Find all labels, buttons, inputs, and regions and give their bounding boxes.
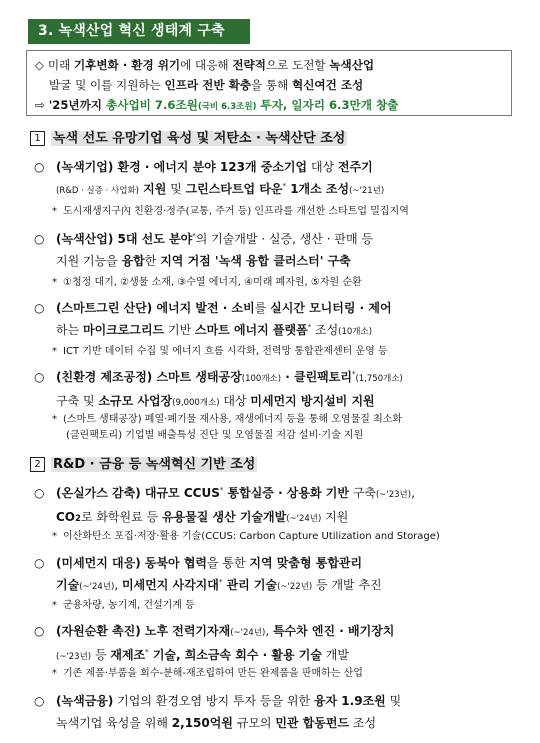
summary-line-3: ⇨ '25년까지 총사업비 7.6조원(국비 6.3조원) 투자, 일자리 6.3만개 창출 xyxy=(35,98,399,112)
footnote: * 도시재생지구內 친환경·정주(교통, 주거 등) 인프라를 개선한 스타트업 밀집지역 xyxy=(52,206,409,217)
footnote: (클린팩토리) 기업별 배출특성 진단 및 오염물질 저감 설비·기술 지원 xyxy=(66,430,364,441)
page-title: 3. 녹색산업 혁신 생태계 구축 xyxy=(28,19,250,44)
bullet-icon: ○ xyxy=(34,694,45,708)
footnote: * 군용차량, 농기계, 건설기계 등 xyxy=(52,600,195,611)
bullet-icon: ○ xyxy=(34,486,45,500)
summary-line-2: 발굴 및 이를 지원하는 인프라 전반 확충을 통해 혁신여건 조성 xyxy=(49,78,364,92)
list-item-fine-dust: ○ (미세먼지 대응) 동북아 협력을 통한 지역 맞춤형 통합관리 기술(~'24년), 미세먼지 사각지대* 관리 기술(~'22년) 등 개발 추진 xyxy=(30,552,508,598)
summary-line-1: ◇ 미래 기후변화 · 환경 위기에 대응해 전략적으로 도전할 녹색산업 xyxy=(35,58,375,72)
section-label: R&D · 금융 등 녹색혁신 기반 조성 xyxy=(53,457,256,472)
diamond-icon: ◇ xyxy=(35,58,44,72)
summary-box xyxy=(26,50,512,116)
bullet-icon: ○ xyxy=(34,232,45,246)
section-label: 녹색 선도 유망기업 육성 및 저탄소 · 녹색산단 조성 xyxy=(53,131,346,146)
list-item-green-finance: ○ (녹색금융) 기업의 환경오염 방지 투자 등을 위한 융자 1.9조원 및 녹색기업 육성을 위해 2,150억원 규모의 민관 합동펀드 조성 xyxy=(30,690,508,734)
list-item-green-industry: ○ (녹색산업) 5대 선도 분야*의 기술개발 · 실증, 생산 · 판매 등 지원 기능을 융합한 지역 거점 '녹색 융합 클러스터' 구축 xyxy=(30,228,508,272)
bullet-icon: ○ xyxy=(34,624,45,638)
list-item-green-company: ○ (녹색기업) 환경 · 에너지 분야 123개 중소기업 대상 전주기 (R&D · 실증 · 사업화) 지원 및 그린스타트업 타운* 1개소 조성(~'21년) xyxy=(30,156,508,202)
section-number: 1 xyxy=(30,131,45,146)
section-heading-2 xyxy=(26,454,257,476)
footnote: * (스마트 생태공장) 폐열·폐기물 재사용, 재생에너지 등을 통해 오염물질 최소화 xyxy=(52,414,403,425)
list-item-resource-recycling: ○ (자원순환 촉진) 노후 전력기자재(~'24년), 특수차 엔진 · 배기장치 (~'23년) 등 재제조* 기술, 희소금속 회수 · 활용 기술 개발 xyxy=(30,620,508,668)
bullet-icon: ○ xyxy=(34,160,45,174)
list-item-smart-green-complex: ○ (스마트그린 산단) 에너지 발전 · 소비를 실시간 모니터링 · 제어 하는 마이크로그리드 기반 스마트 에너지 플랫폼* 조성(10개소) xyxy=(30,297,508,343)
arrow-right-icon: ⇨ xyxy=(35,98,45,112)
footnote: * 기존 제품·부품을 회수-분해-재조립하여 만든 완제품을 판매하는 산업 xyxy=(52,668,363,679)
bullet-icon: ○ xyxy=(34,556,45,570)
footnote: * ICT 기반 데이터 수집 및 에너지 흐름 시각화, 전력망 통합관제센터 운영 등 xyxy=(52,346,388,357)
bullet-icon: ○ xyxy=(34,370,45,384)
section-heading-1 xyxy=(26,128,347,150)
footnote: * 이산화탄소 포집·저장·활용 기술(CCUS: Carbon Capture Utilization and Storage) xyxy=(52,531,440,542)
bullet-icon: ○ xyxy=(34,301,45,315)
footnote: * ①청정 대기, ②생물 소재, ③수열 에너지, ④미래 폐자원, ⑤자원 순환 xyxy=(52,277,362,288)
list-item-eco-manufacturing: ○ (친환경 제조공정) 스마트 생태공장(100개소) · 클린팩토리*(1,750개소) 구축 및 소규모 사업장(9,000개소) 대상 미세먼지 방지설비 지원 xyxy=(30,366,508,414)
section-number: 2 xyxy=(30,457,45,472)
list-item-ghg-reduction: ○ (온실가스 감축) 대규모 CCUS* 통합실증 · 상용화 기반 구축(~'23년), CO2로 화학원료 등 유용물질 생산 기술개발(~'24년) 지원 xyxy=(30,482,508,530)
